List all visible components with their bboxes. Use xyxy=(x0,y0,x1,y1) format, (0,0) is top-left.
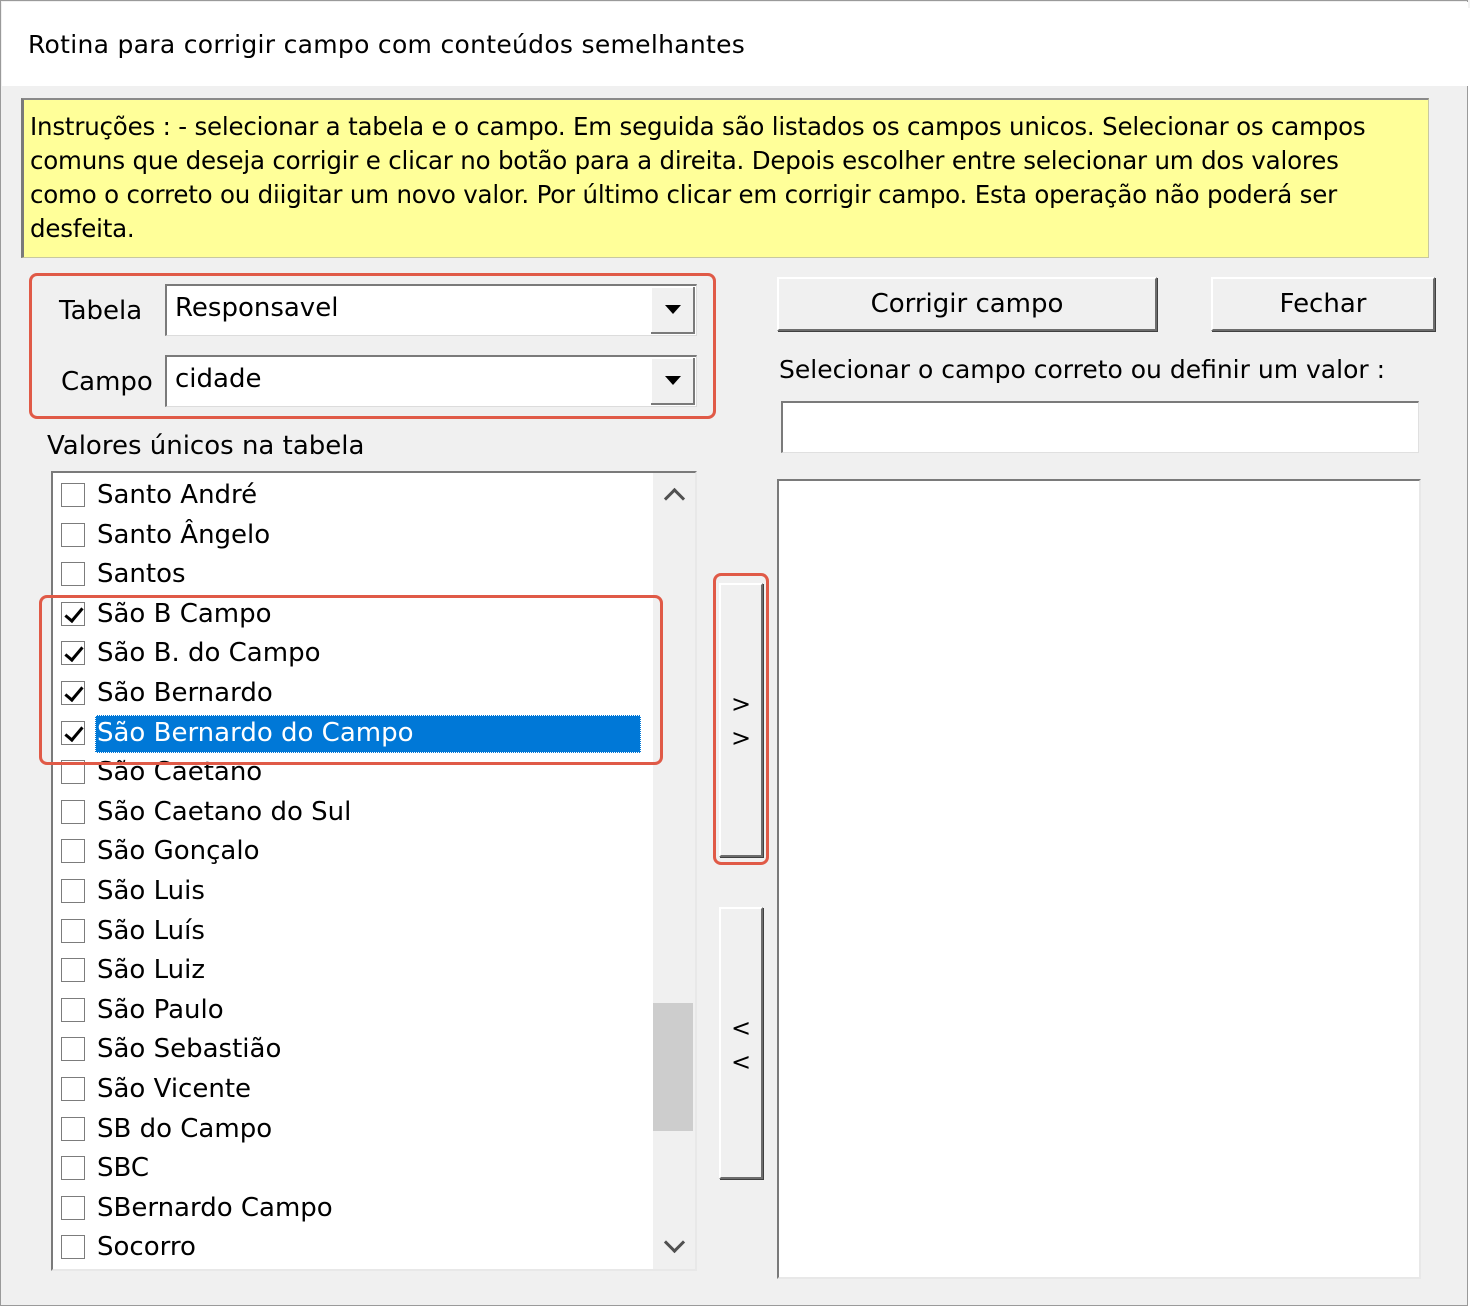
instructions-line-4: desfeita. xyxy=(30,214,135,243)
title-bar xyxy=(2,2,1468,86)
window-title: Rotina para corrigir campo com conteúdos semelhantes xyxy=(28,30,746,59)
list-item-label: São Luís xyxy=(97,915,205,946)
list-item-label: SB do Campo xyxy=(97,1113,273,1144)
scroll-down-button[interactable] xyxy=(653,1229,695,1269)
list-item-checkbox[interactable] xyxy=(61,1077,85,1101)
list-item[interactable] xyxy=(59,833,649,871)
list-item-checkbox[interactable] xyxy=(61,839,85,863)
move-left-button[interactable] xyxy=(719,907,763,1179)
list-item-label: Santo Ângelo xyxy=(97,519,271,550)
unique-values-list[interactable] xyxy=(51,471,697,1271)
list-item-checkbox[interactable] xyxy=(61,800,85,824)
list-item-checkbox[interactable] xyxy=(61,483,85,507)
list-item-label: SBC xyxy=(97,1153,150,1184)
instructions-box xyxy=(21,98,1429,258)
list-item[interactable] xyxy=(59,1031,649,1069)
list-item-label: São Sebastião xyxy=(97,1034,282,1065)
list-item-checkbox[interactable] xyxy=(61,1196,85,1220)
list-item-checkbox[interactable] xyxy=(61,1235,85,1259)
move-right-arrow-2: > xyxy=(730,724,752,752)
list-item-label: Santos xyxy=(97,559,186,590)
list-item-checkbox[interactable] xyxy=(61,879,85,903)
list-item-label: São Caetano xyxy=(97,757,263,788)
list-item-label: SBernardo Campo xyxy=(97,1192,333,1223)
tabela-select-value: Responsavel xyxy=(175,293,339,323)
move-right-arrow-1: > xyxy=(730,690,752,718)
instructions-line-1: Instruções : - selecionar a tabela e o campo. Em seguida são listados os campos unicos. Selecionar os campos xyxy=(30,112,1366,141)
list-item-label: Socorro xyxy=(97,1232,196,1263)
list-item-label: São Luis xyxy=(97,876,205,906)
chevron-down-icon xyxy=(664,1232,685,1253)
fechar-label: Fechar xyxy=(1279,289,1367,319)
list-item[interactable] xyxy=(59,477,649,515)
move-left-arrow-2: < xyxy=(730,1048,752,1076)
unique-values-label: Valores únicos na tabela xyxy=(47,431,365,461)
list-item-label: São B Campo xyxy=(97,598,272,629)
list-item[interactable] xyxy=(59,556,649,594)
move-right-highlight xyxy=(713,573,769,865)
tabela-campo-highlight xyxy=(29,273,716,419)
list-item-label: Santo André xyxy=(97,480,258,510)
list-item[interactable] xyxy=(59,1150,649,1188)
list-item-label: São Caetano do Sul xyxy=(97,796,352,827)
campo-label: Campo xyxy=(61,367,153,397)
list-item[interactable] xyxy=(59,1190,649,1228)
right-panel-label: Selecionar o campo correto ou definir um valor : xyxy=(779,355,1386,384)
list-item-checkbox[interactable] xyxy=(61,1156,85,1180)
list-item[interactable] xyxy=(59,1229,649,1267)
list-item-checkbox[interactable] xyxy=(61,958,85,982)
scroll-thumb[interactable] xyxy=(653,1003,693,1131)
list-item[interactable] xyxy=(59,873,649,911)
chevron-up-icon xyxy=(664,488,685,509)
list-item[interactable] xyxy=(59,1111,649,1149)
list-item-checkbox[interactable] xyxy=(61,523,85,547)
list-item-label: São Luiz xyxy=(97,955,205,986)
corrigir-campo-button[interactable] xyxy=(777,277,1157,331)
list-item-checkbox[interactable] xyxy=(61,919,85,943)
list-item-label: São Bernardo xyxy=(97,678,273,708)
list-item-label: São B. do Campo xyxy=(97,638,321,669)
campo-select-value: cidade xyxy=(175,364,262,394)
tabela-label: Tabela xyxy=(59,296,143,326)
list-item[interactable] xyxy=(59,794,649,832)
instructions-line-2: comuns que deseja corrigir e clicar no botão para a direita. Depois escolher entre selecionar um dos valores xyxy=(30,146,1339,175)
list-item-label: São Vicente xyxy=(97,1074,252,1104)
move-left-arrow-1: < xyxy=(730,1014,752,1042)
scroll-up-button[interactable] xyxy=(653,473,695,513)
list-item-label: São Paulo xyxy=(97,994,224,1025)
list-item-checkbox[interactable] xyxy=(61,998,85,1022)
list-item[interactable] xyxy=(59,913,649,951)
corrigir-campo-label: Corrigir campo xyxy=(870,289,1064,319)
checked-items-highlight xyxy=(39,595,663,765)
fechar-button[interactable] xyxy=(1211,277,1435,331)
list-item[interactable] xyxy=(59,992,649,1030)
list-item[interactable] xyxy=(59,1071,649,1109)
list-item-label: São Bernardo do Campo xyxy=(95,715,641,753)
list-item-checkbox[interactable] xyxy=(61,1117,85,1141)
correct-value-input[interactable] xyxy=(781,401,1419,453)
list-item[interactable] xyxy=(59,952,649,990)
list-item-checkbox[interactable] xyxy=(61,562,85,586)
list-item[interactable] xyxy=(59,517,649,555)
list-vertical-scrollbar[interactable] xyxy=(653,473,695,1269)
list-item-label: São Gonçalo xyxy=(97,836,260,867)
instructions-line-3: como o correto ou diigitar um novo valor. Por último clicar em corrigir campo. Esta operação não poderá ser xyxy=(30,180,1337,209)
selected-values-list[interactable] xyxy=(777,479,1421,1279)
list-item-checkbox[interactable] xyxy=(61,1037,85,1061)
